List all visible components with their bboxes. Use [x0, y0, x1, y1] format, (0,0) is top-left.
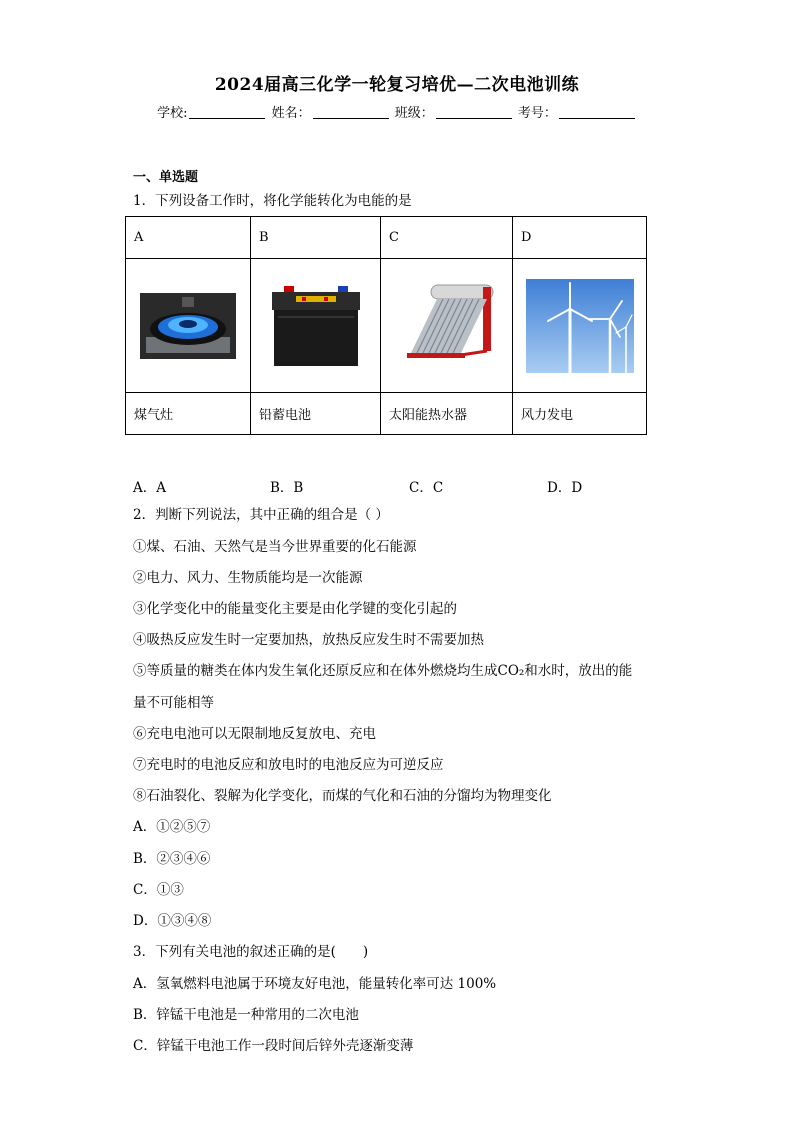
table-letter-d: D	[513, 217, 647, 259]
class-label: 班级：	[394, 106, 434, 121]
q2-statement: ⑤等质量的糖类在体内发生氧化还原反应和在体外燃烧均生成CO₂和水时，放出的能	[133, 663, 633, 679]
q2-statement: ③化学变化中的能量变化主要是由化学键的变化引起的	[133, 601, 457, 617]
caption-solar-heater: 太阳能热水器	[381, 393, 513, 435]
q2-stem: 2．判断下列说法，其中正确的组合是（ ）	[133, 507, 389, 523]
q1-stem: 1．下列设备工作时，将化学能转化为电能的是	[133, 193, 412, 209]
solar-water-heater-image	[397, 281, 497, 371]
number-label: 考号：	[517, 106, 557, 121]
q2-statement: ⑦充电时的电池反应和放电时的电池反应为可逆反应	[133, 757, 444, 773]
q3-choice-c[interactable]: C．锌锰干电池工作一段时间后锌外壳逐渐变薄	[133, 1038, 414, 1054]
name-blank[interactable]	[313, 105, 389, 119]
q2-choice-b[interactable]: B．②③④⑥	[133, 851, 211, 867]
number-blank[interactable]	[559, 105, 635, 119]
school-blank[interactable]	[189, 105, 265, 119]
q1-choice-b[interactable]: B．B	[270, 480, 304, 496]
wind-turbine-image	[526, 279, 634, 373]
name-label: 姓名：	[271, 106, 311, 121]
q3-choice-a[interactable]: A．氢氧燃料电池属于环境友好电池，能量转化率可达 100%	[133, 976, 497, 992]
table-letter-c: C	[381, 217, 513, 259]
table-letter-b: B	[251, 217, 381, 259]
q2-statement: ⑥充电电池可以无限制地反复放电、充电	[133, 726, 376, 742]
battery-cell	[251, 259, 381, 393]
page-title: 2024届高三化学一轮复习培优—二次电池训练	[214, 75, 580, 95]
lead-acid-battery-image	[266, 282, 366, 370]
q2-choice-c[interactable]: C．①③	[133, 882, 184, 898]
school-label: 学校:	[157, 106, 188, 121]
solar-heater-cell	[381, 259, 513, 393]
q1-choice-d[interactable]: D．D	[547, 480, 583, 496]
section-title: 一、单选题	[133, 170, 199, 185]
q2-statement: 量不可能相等	[133, 695, 214, 711]
q2-choice-a[interactable]: A．①②⑤⑦	[133, 819, 211, 835]
q3-choice-b[interactable]: B．锌锰干电池是一种常用的二次电池	[133, 1007, 359, 1023]
gas-stove-cell	[126, 259, 251, 393]
wind-power-cell	[513, 259, 647, 393]
caption-battery: 铅蓄电池	[251, 393, 381, 435]
q1-choice-a[interactable]: A．A	[133, 480, 166, 496]
q2-statement: ④吸热反应发生时一定要加热，放热反应发生时不需要加热	[133, 632, 484, 648]
q1-choice-c[interactable]: C．C	[409, 480, 444, 496]
q2-statement: ①煤、石油、天然气是当今世界重要的化石能源	[133, 539, 417, 555]
q2-choice-d[interactable]: D．①③④⑧	[133, 913, 212, 929]
gas-stove-image	[140, 293, 236, 359]
q2-statement: ⑧石油裂化、裂解为化学变化，而煤的气化和石油的分馏均为物理变化	[133, 788, 552, 804]
class-blank[interactable]	[436, 105, 512, 119]
caption-wind-power: 风力发电	[513, 393, 647, 435]
table-letter-a: A	[126, 217, 251, 259]
caption-gas-stove: 煤气灶	[126, 393, 251, 435]
q2-statement: ②电力、风力、生物质能均是一次能源	[133, 570, 363, 586]
q1-options-table	[125, 216, 647, 435]
q3-stem: 3．下列有关电池的叙述正确的是( )	[133, 944, 369, 960]
student-info-line	[0, 102, 794, 121]
